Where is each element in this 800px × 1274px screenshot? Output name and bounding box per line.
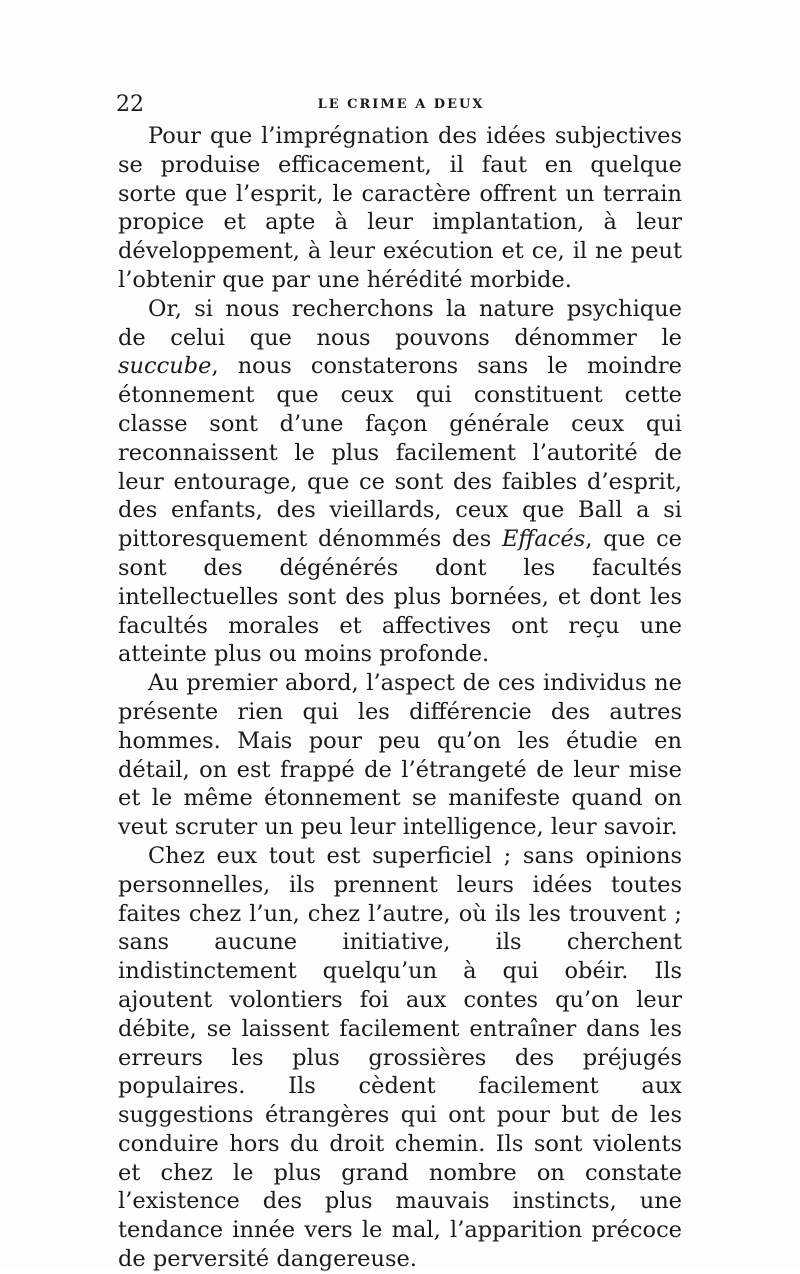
paragraph-2 (118, 295, 682, 669)
paragraph-2-part-1: Or, si nous recherchons la nature psychique de celui que nous pouvons dénommer le (118, 295, 682, 351)
paragraph-2-part-3: , que ce sont des dégénérés dont les facultés intellectuelles sont des plus bornées, et dont les facultés morales et affectives ont reçu une atteinte plus ou moins profonde. (118, 526, 682, 668)
paragraph-3: Au premier abord, l’aspect de ces individus ne présente rien qui les différencie des autres hommes. Mais pour peu qu’on les étudie en détail, on est frappé de l’étrangeté de leur mise et le même étonnement se manifeste quand on veut scruter un peu leur intelligence, leur savoir. (118, 670, 682, 841)
running-title: LE CRIME A DEUX (317, 97, 485, 112)
succube-term: succube (118, 353, 212, 380)
paragraph-2-part-2: , nous constaterons sans le moindre étonnement que ceux qui constituent cette classe sont d’une façon générale ceux qui reconnaissent le plus facilement l’autorité de leur entourage, que ce sont des faibles d’esprit, des enfants, des vieillards, ceux que Ball a si pittoresquement dénommés des (118, 353, 682, 553)
page-number: 22 (116, 92, 144, 117)
paragraph-4: Chez eux tout est superficiel ; sans opinions personnelles, ils prennent leurs idées toutes faites chez l’un, chez l’autre, où ils les trouvent ; sans aucune initiative, ils cherchent indistinctement quelqu’un à qui obéir. Ils ajoutent volontiers foi aux contes qu’on leur débite, se laissent facilement entraîner dans les erreurs les plus grossières des préjugés populaires. Ils cèdent facilement aux suggestions étrangères qui ont pour but de les conduire hors du droit chemin. Ils sont violents et chez le plus grand nombre on constate l’existence des plus mauvais instincts, une tendance innée vers le mal, l’apparition précoce de perversité dangereuse. (118, 842, 682, 1273)
running-head (116, 90, 686, 120)
paragraph-1: Pour que l’imprégnation des idées subjectives se produise efficacement, il faut en quelque sorte que l’esprit, le caractère offrent un terrain propice et apte à leur implantation, à leur développement, à leur exécution et ce, il ne peut l’obtenir que par une hérédité morbide. (118, 123, 682, 293)
effaces-term: Effacés (502, 526, 586, 553)
body-text (118, 122, 682, 1274)
